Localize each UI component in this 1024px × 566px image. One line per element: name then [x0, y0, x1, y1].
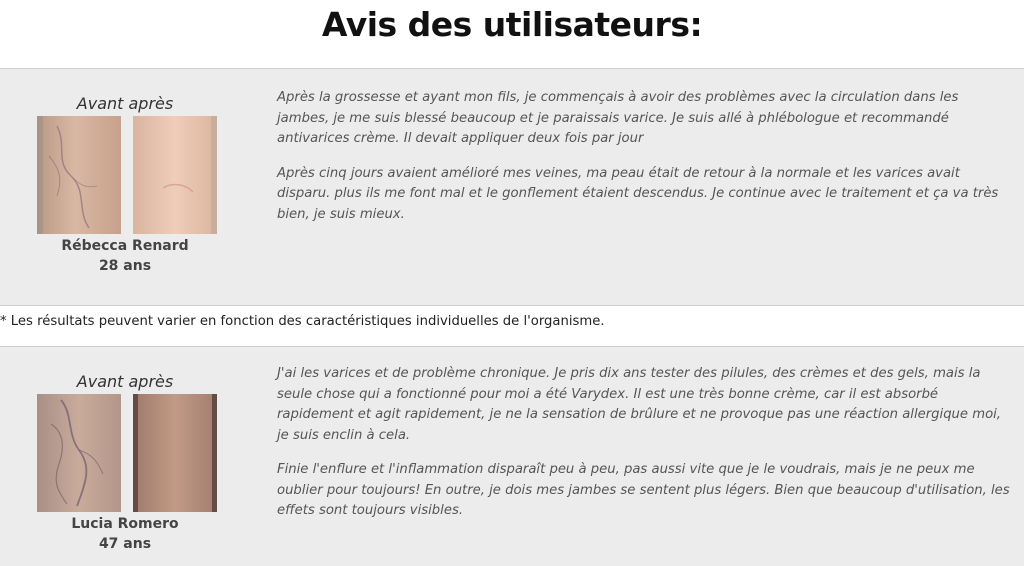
review-card	[0, 68, 1024, 306]
review-card	[0, 346, 1024, 566]
reviewer-age: 28 ans	[98, 258, 152, 274]
results-disclaimer: * Les résultats peuvent varier en fonction des caractéristiques individuelles de l'organisme.	[0, 314, 605, 329]
page-title: Avis des utilisateurs:	[321, 5, 703, 44]
before-after-block	[32, 94, 218, 276]
after-photo	[133, 394, 217, 512]
before-photo	[37, 394, 121, 512]
review-paragraph: Après cinq jours avaient amélioré mes veines, ma peau était de retour à la normale et les varices avait disparu. plus ils me font mal et le gonflement étaient descendus. Je continue avec le traitement et ça va très bien, je suis mieux.	[277, 165, 999, 222]
photo-caption: Avant après	[76, 94, 174, 113]
review-paragraph: Finie l'enflure et l'inflammation disparaît peu à peu, pas aussi vite que je le voudrais, mais je ne peux me oublier pour toujours! En outre, je dois mes jambes se sentent plus légers. Bien que beaucoup d'utilisation, les effets sont toujours visibles.	[277, 462, 1010, 518]
reviewer-age: 47 ans	[98, 536, 152, 552]
after-photo	[133, 116, 217, 234]
review-text	[277, 364, 1013, 536]
review-paragraph: Après la grossesse et ayant mon fils, je commençais à avoir des problèmes avec la circulation dans les jambes, je me suis blessé beaucoup et je paraissais varice. Je suis allé à phlébologue et recommandé antivarices crème. Il devait appliquer deux fois par jour	[277, 90, 959, 146]
review-paragraph: J'ai les varices et de problème chronique. Je pris dix ans tester des pilules, des crèmes et des gels, mais la seule chose qui a fonctionné pour moi a été Varydex. Il est une très bonne crème, car il est absorbé rapidement et agit rapidement, je ne la sensation de brûlure et ne provoque pas une réaction allergique moi, je suis enclin à cela.	[277, 366, 1001, 443]
before-after-block	[32, 372, 218, 554]
before-after-photos	[32, 116, 218, 234]
reviewer-name: Lucia Romero	[71, 516, 179, 532]
photo-caption: Avant après	[76, 372, 174, 391]
review-text	[277, 88, 1013, 239]
reviewer-name: Rébecca Renard	[61, 238, 189, 254]
before-after-photos	[32, 394, 218, 512]
before-photo	[37, 116, 121, 234]
